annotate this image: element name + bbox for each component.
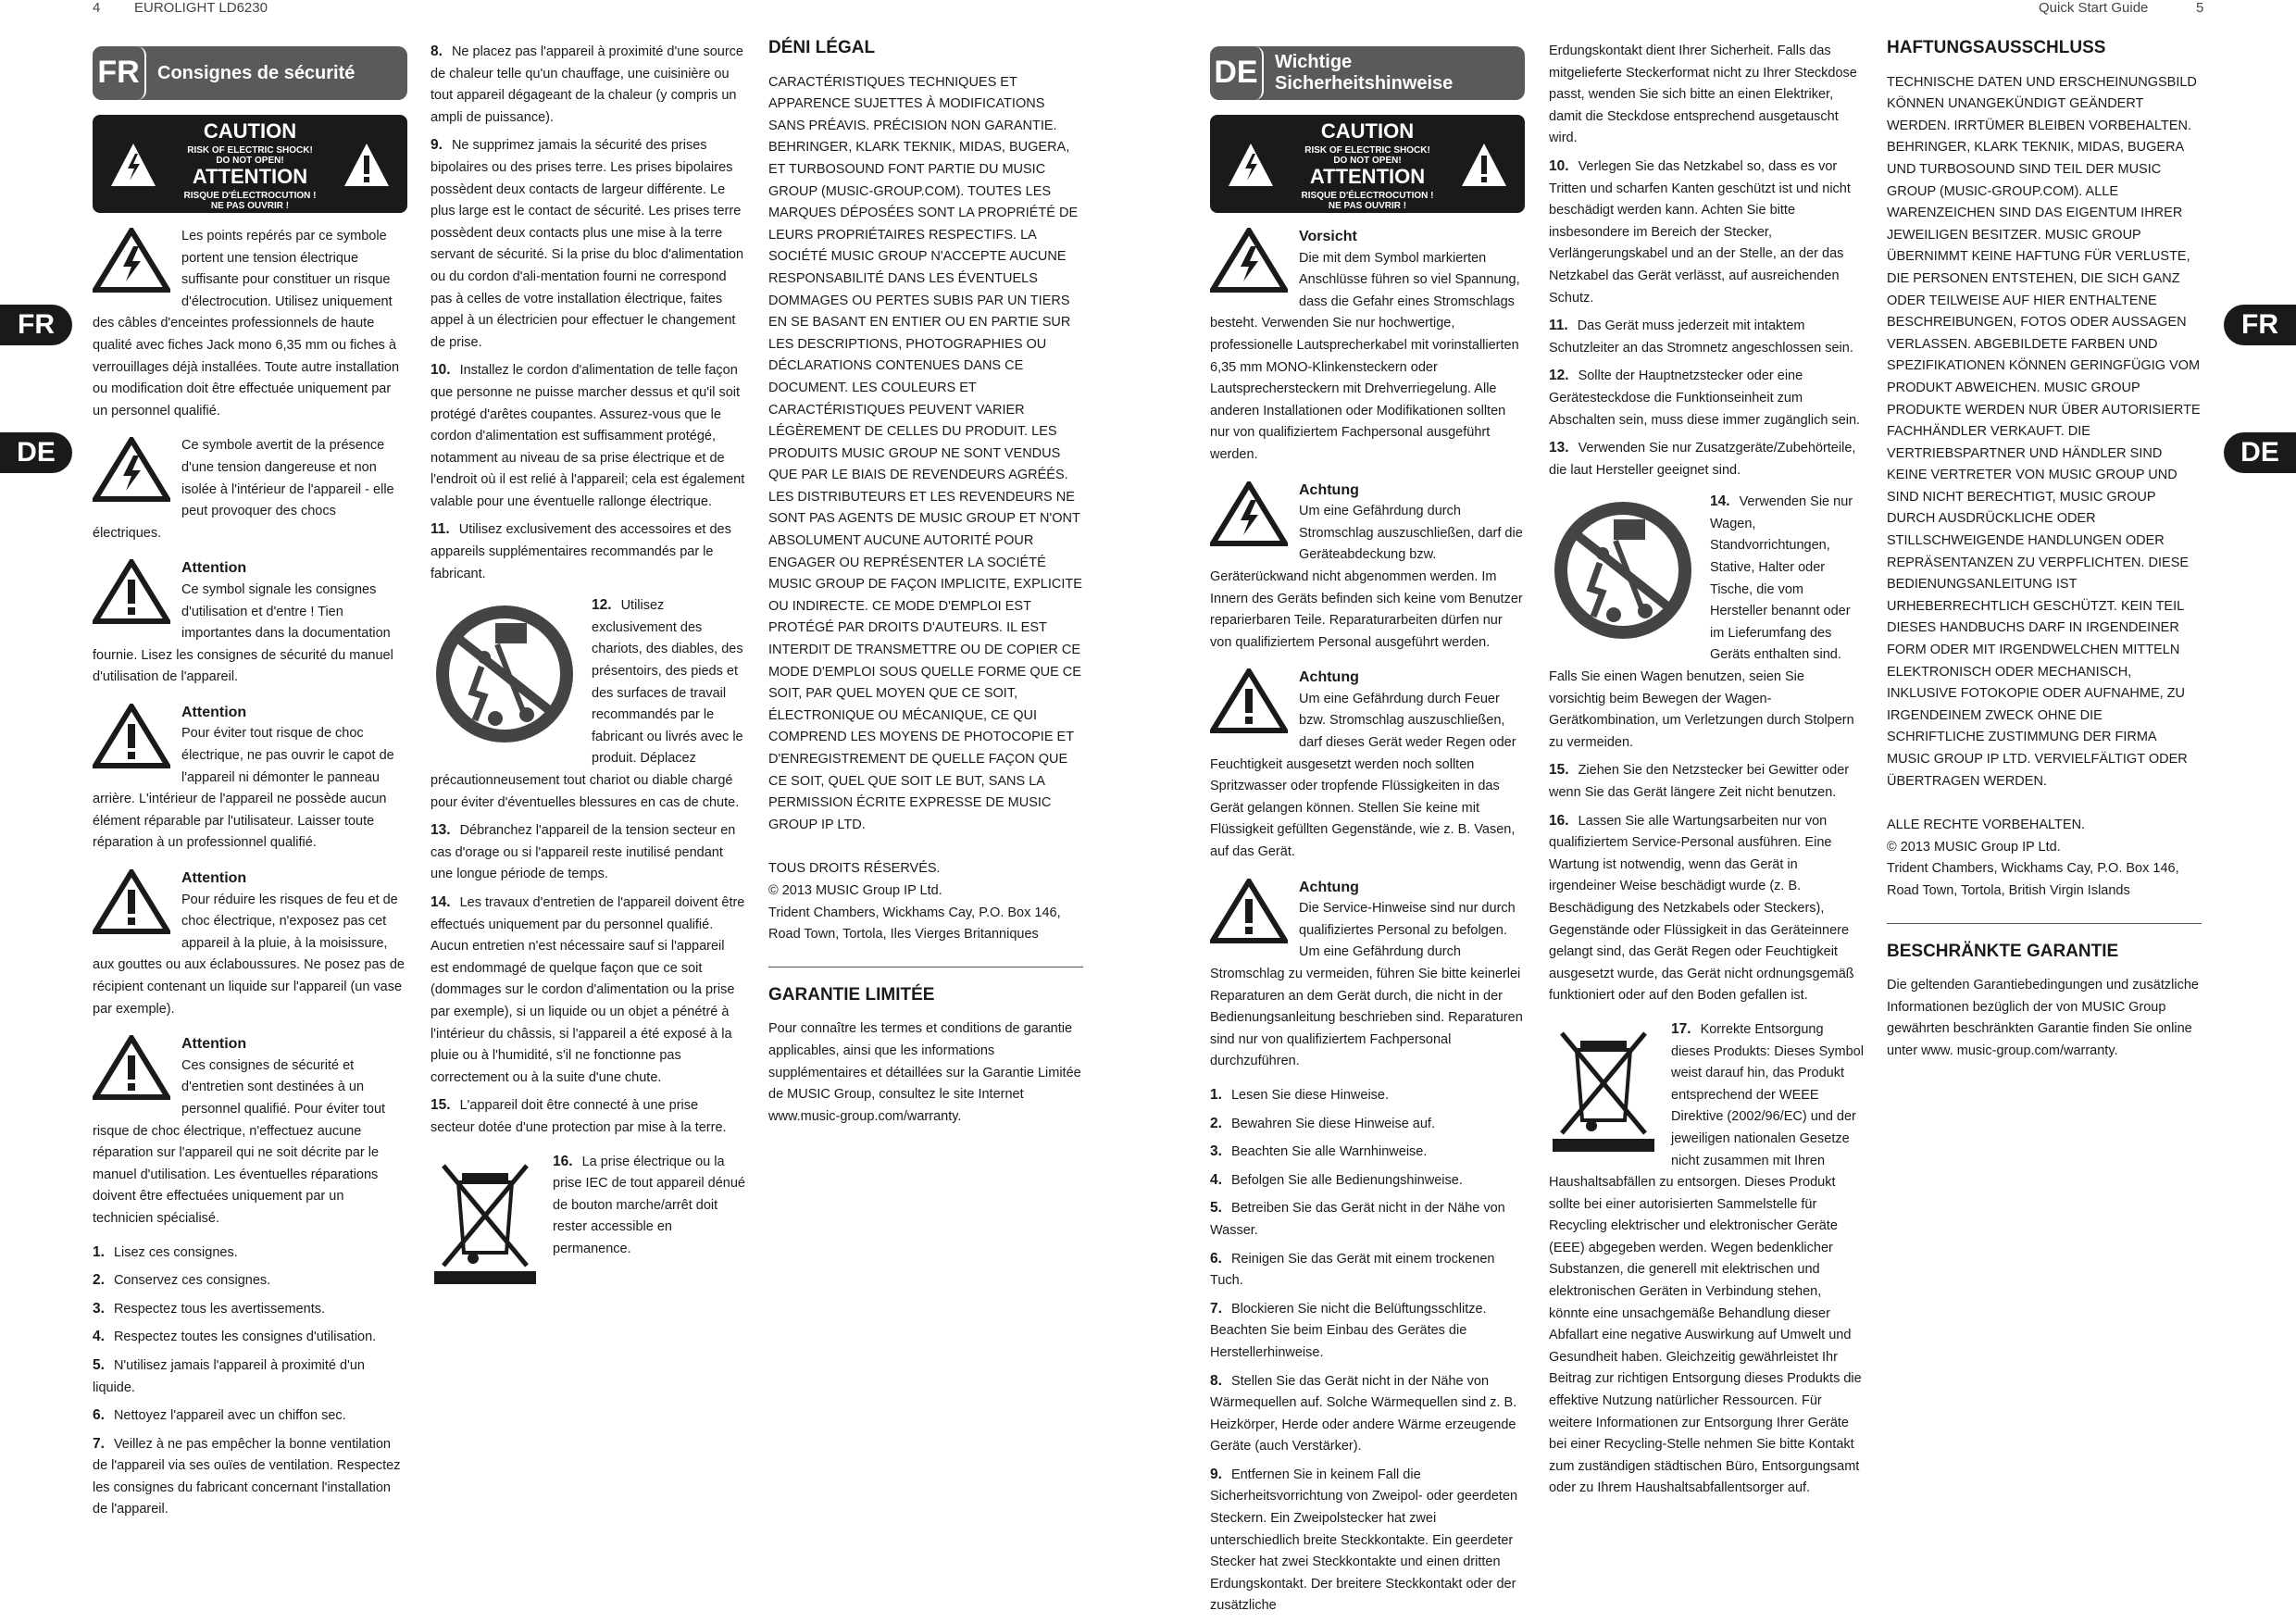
fr-copyright: © 2013 MUSIC Group IP Ltd. [768, 882, 942, 898]
exclamation-warning-icon [93, 559, 170, 624]
list-item: 8. Ne placez pas l'appareil à proximité d'une source de chaleur telle qu'un chauffage, une cuisinière ou tout appareil dégageant de la chaleur (y compris un ampli de puissance). [430, 44, 743, 125]
de-warning-1-title: Vorsicht [1299, 229, 1357, 244]
page-number-left: 4 [93, 0, 101, 16]
fr-warning-3 [93, 557, 407, 689]
fr-column-2 [430, 41, 745, 1292]
de-warning-4-title: Achtung [1299, 879, 1359, 895]
list-item: 15. L'appareil doit être connecté à une prise secteur dotée d'une protection par mise à la terre. [430, 1097, 727, 1135]
de-item-14: 14. Verwenden Sie nur Wagen, Standvorrichtungen, Stative, Halter oder Tische, die vom Hersteller benannt oder im Lieferumfang des Geräts enthalten sind. Falls Sie einen Wagen benutzen, seien Sie vorsichtig beim Bewegen der Wagen-Gerätkombination, um Verletzungen durch Stolpern zu vermeiden. [1549, 493, 1854, 750]
weee-bin-icon [430, 1156, 540, 1286]
fr-warning-2-text: Ce symbole avertit de la présence d'une tension dangereuse et non isolée à l'intérieur de l'appareil - elle peut provoquer des chocs électriques. [93, 438, 394, 541]
list-item: 5. N'utilisez jamais l'appareil à proximité d'un liquide. [93, 1356, 365, 1395]
fr-warning-4-text: Pour éviter tout risque de choc électrique, ne pas ouvrir le capot de l'appareil ni démonter le panneau arrière. L'intérieur de l'appareil ne possède aucun élément réparable par l'utilisateur. Laisser toute réparation à un professionnel qualifié. [93, 726, 394, 851]
cart-warning-icon [1549, 496, 1697, 644]
list-item: 4. Befolgen Sie alle Bedienungshinweise. [1210, 1171, 1463, 1188]
fr-rights: TOUS DROITS RÉSERVÉS. [768, 861, 941, 877]
list-item: 16. Lassen Sie alle Wartungsarbeiten nur von qualifiziertem Service-Personal ausführen. Eine Wartung ist notwendig, wenn das Gerät in irgendeiner Weise beschädigt wurde (z. B. Beschädigung des Netzkabels oder Steckers), Gegenstände oder Flüssigkeit in das Geräteinnere gelangt sind, das Gerät Regen oder Feuchtigkeit ausgesetzt wurde, das Gerät nicht ordnungsgemäß funktioniert oder auf den Boden gefallen ist. [1549, 812, 1854, 1004]
fr-address-1: Trident Chambers, Wickhams Cay, P.O. Box 146, [768, 905, 1061, 920]
divider [1887, 923, 2202, 924]
fr-address-2: Road Town, Tortola, Iles Vierges Britanniques [768, 927, 1039, 943]
fr-warning-2 [93, 435, 407, 544]
caution-title: CAUTION [203, 119, 297, 143]
fr-warning-5-text: Pour réduire les risques de feu et de choc électrique, n'exposez pas cet appareil à la pluie, à la moisissure, aux gouttes ou aux éclaboussures. Ne posez pas de récipient contenant un liquide sur l'appareil (un vase par exemple). [93, 892, 405, 1017]
fr-warning-3-title: Attention [181, 560, 247, 577]
list-item: 4. Respectez toutes les consignes d'utilisation. [93, 1329, 377, 1345]
de-warning-2-title: Achtung [1299, 481, 1359, 498]
fr-item-12-text: Utilisez exclusivement des chariots, des diables, des présentoirs, des pieds et des surfaces de travail recommandés par le fabricant ou livrés avec le produit. Déplacez précautionneusement tout chariot ou diable chargé pour éviter d'éventuelles blessures en cas de chute. [430, 598, 743, 810]
list-item: 15. Ziehen Sie den Netzstecker bei Gewitter oder wenn Sie das Gerät längere Zeit nicht benutzen. [1549, 762, 1850, 800]
side-tab-de-left[interactable]: DE [0, 432, 72, 473]
attention-subtitle: RISQUE D'ÉLECTROCUTION ! NE PAS OUVRIR ! [183, 191, 317, 211]
de-warning-4-text: Die Service-Hinweise sind nur durch qualifiziertes Personal zu befolgen. Um eine Gefährdung durch Stromschlag zu vermeiden, führen Sie bitte keinerlei Reparaturen an dem Gerät durch, die nicht in der Bedienungsanleitung beschrieben sind. Reparaturen sind nur von qualifiziertem Fachpersonal durchzuführen. [1210, 901, 1523, 1069]
de-rights: ALLE RECHTE VORBEHALTEN. [1887, 818, 2086, 833]
side-tab-fr-right[interactable]: FR [2224, 305, 2296, 345]
de-item-14-text: Verwenden Sie nur Wagen, Standvorrichtungen, Stative, Halter oder Tische, die vom Hersteller benannt oder im Lieferumfang des Geräts enthalten sind. Falls Sie einen Wagen benutzen, seien Sie vorsichtig beim Bewegen der Wagen-Gerätkombination, um Verletzungen durch Stolpern zu vermeiden. [1549, 494, 1854, 750]
lightning-warning-icon [1210, 228, 1288, 293]
caution-title: CAUTION [1320, 119, 1415, 143]
list-item: 1. Lesen Sie diese Hinweise. [1210, 1086, 1390, 1103]
de-list-1 [1210, 1084, 1525, 1617]
fr-warning-1 [93, 226, 407, 422]
side-tab-fr-left[interactable]: FR [0, 305, 72, 345]
list-item: 7. Veillez à ne pas empêcher la bonne ventilation de l'appareil via ses ouïes de ventilation. Respectez les consignes du fabricant concernant l'installation de l'appareil. [93, 1435, 401, 1517]
de-column-3 [1887, 37, 2202, 1063]
header-right-title: Quick Start Guide [2039, 0, 2149, 16]
de-warranty-title: BESCHRÄNKTE GARANTIE [1887, 941, 2119, 961]
fr-badge: FR [93, 46, 146, 100]
list-item: 13. Débranchez l'appareil de la tension secteur en cas d'orage ou si l'appareil reste inutilisé pendant une longue période de temps. [430, 822, 736, 882]
list-item: 13. Verwenden Sie nur Zusatzgeräte/Zubehörteile, die laut Hersteller geeignet sind. [1549, 440, 1856, 478]
list-item: 2. Conservez ces consignes. [93, 1272, 271, 1289]
exclamation-warning-icon [1210, 879, 1288, 943]
fr-legal-title: DÉNI LÉGAL [768, 38, 876, 57]
cart-warning-icon [430, 600, 579, 748]
fr-item-16: 16. La prise électrique ou la prise IEC de tout appareil dénué de bouton marche/arrêt doit rester accessible en permanence. [430, 1151, 745, 1261]
exclamation-warning-icon [93, 869, 170, 934]
list-item: 10. Installez le cordon d'alimentation de telle façon que personne ne puisse marcher dessus et qu'il soit protégé d'arêtes coupantes. Assurez-vous que le cordon d'alimentation est suffisamment protégé, notamment au niveau de sa prise électrique et de l'endroit où il est relié à l'appareil; cela est également valable pour une éventuelle rallonge électrique. [430, 362, 745, 509]
exclamation-warning-icon [93, 704, 170, 768]
list-item: 7. Blockieren Sie nicht die Belüftungsschlitze. Beachten Sie beim Einbau des Gerätes die Herstellerhinweise. [1210, 1300, 1487, 1360]
de-warning-3 [1210, 667, 1525, 863]
de-continued-text: Erdungskontakt dient Ihrer Sicherheit. Falls das mitgelieferte Steckerformat nicht zu Ihrer Steckdose passt, wenden Sie sich bitte an einen Elektriker, damit die Steckdose entsprechend ausgetauscht wird. [1549, 44, 1857, 146]
exclamation-warning-icon [1210, 668, 1288, 733]
lightning-warning-icon [93, 437, 170, 502]
de-badge: DE [1210, 46, 1264, 100]
fr-column-3 [768, 37, 1083, 1128]
de-item-17-text: Korrekte Entsorgung dieses Produkts: Dieses Symbol weist darauf hin, das Produkt entsprechend der WEEE Direktive (2002/96/EC) und der jeweiligen nationalen Gesetze nicht zusammen mit Ihren Haushaltsabfällen zu entsorgen. Dieses Produkt sollte bei einer autorisierten Sammelstelle für Recycling elektrischer und elektronischer Geräte (EEE) abgegeben werden. Wegen bedenklicher Substanzen, die generell mit elektrischen und elektronischen Geräten in Verbindung stehen, könnte eine unsachgemäße Behandlung dieser Abfallart eine negative Auswirkung auf Umwelt und Gesundheit haben. Gleichzeitig gewährleistet Ihr Beitrag zur richtigen Entsorgung dieses Produkts die effektive Nutzung natürlicher Ressourcen. Für weitere Informationen zur Entsorgung Ihrer Geräte bei einer Recycling-Stelle nehmen Sie bitte Kontakt zum zuständigen städtischen Büro, Entsorgungsamt oder zu Ihrem Haushaltsabfallentsorger auf. [1549, 1021, 1864, 1496]
page-number-right: 5 [2196, 0, 2204, 16]
list-item: 5. Betreiben Sie das Gerät nicht in der Nähe von Wasser. [1210, 1200, 1505, 1238]
list-item: 8. Stellen Sie das Gerät nicht in der Nähe von Wärmequellen auf. Solche Wärmequellen sind z. B. Heizkörper, Herde oder andere Wärme erzeugende Geräte (auch Verstärker). [1210, 1372, 1517, 1454]
fr-warning-6-title: Attention [181, 1036, 247, 1053]
fr-warning-6 [93, 1033, 407, 1230]
fr-list-1 [93, 1242, 407, 1522]
attention-subtitle: RISQUE D'ÉLECTROCUTION ! NE PAS OUVRIR ! [1301, 191, 1434, 211]
fr-item-16-text: La prise électrique ou la prise IEC de tout appareil dénué de bouton marche/arrêt doit rester accessible en permanence. [553, 1154, 745, 1256]
fr-warning-5-title: Attention [181, 870, 247, 887]
de-caution-label [1210, 115, 1525, 213]
fr-column-1 [93, 46, 407, 1527]
de-address-1: Trident Chambers, Wickhams Cay, P.O. Box 146, [1887, 861, 2179, 877]
de-warning-3-title: Achtung [1299, 669, 1359, 686]
list-item: 6. Nettoyez l'appareil avec un chiffon sec. [93, 1407, 346, 1424]
de-warning-3-text: Um eine Gefährdung durch Feuer bzw. Stromschlag auszuschließen, darf dieses Gerät weder Regen oder Feuchtigkeit ausgesetzt werden noch sollten Spritzwasser oder tropfende Flüssigkeiten in das Gerät gelangen können. Stellen Sie keine mit Flüssigkeit gefüllten Gegenstände, wie z. B. Vasen, auf das Gerät. [1210, 691, 1516, 860]
fr-legal-text: CARACTÉRISTIQUES TECHNIQUES ET APPARENCE SUJETTES À MODIFICATIONS SANS PRÉAVIS. PRÉCISION NON GARANTIE. BEHRINGER, KLARK TEKNIK, MIDAS, BUGERA, ET TURBOSOUND FONT PARTIE DU MUSIC GROUP (MUSIC-GROUP.COM). TOUTES LES MARQUES DÉPOSÉES SONT LA PROPRIÉTÉ DE LEURS PROPRIÉTAIRES RESPECTIFS. LA SOCIÉTÉ MUSIC GROUP N'ACCEPTE AUCUNE RESPONSABILITÉ DANS LES ÉVENTUELS DOMMAGES OU PERTES SUBIS PAR UN TIERS EN SE BASANT EN ENTIER OU EN PARTIE SUR LES DESCRIPTIONS, PHOTOGRAPHIES OU DÉCLARATIONS CONTENUES DANS CE DOCUMENT. LES COULEURS ET CARACTÉRISTIQUES PEUVENT VARIER LÉGÈREMENT DE CELLES DU PRODUIT. LES PRODUITS MUSIC GROUP NE SONT VENDUS QUE PAR LE BIAIS DE REVENDEURS AGRÉÉS. LES DISTRIBUTEURS ET LES REVENDEURS NE SONT PAS AGENTS DE MUSIC GROUP ET N'ONT ABSOLUMENT AUCUNE AUTORITÉ POUR ENGAGER OU REPRÉSENTER LA SOCIÉTÉ MUSIC GROUP DE FAÇON IMPLICITE, EXPLICITE OU INDIRECTE. CE MODE D'EMPLOI EST PROTÉGÉ PAR DROITS D'AUTEURS. IL EST INTERDIT DE TRANSMETTRE OU DE COPIER CE MODE D'EMPLOI SOUS QUELLE FORME QUE CE SOIT, PAR QUEL MOYEN QUE CE SOIT, ÉLECTRONIQUE OU MÉCANIQUE, CE QUI COMPREND LES MOYENS DE PHOTOCOPIE ET D'ENREGISTREMENT DE QUELLE FAÇON QUE CE SOIT, QUEL QUE SOIT LE BUT, SANS LA PERMISSION ÉCRITE EXPRESSE DE MUSIC GROUP IP LTD. [768, 74, 1082, 832]
de-warning-4 [1210, 877, 1525, 1073]
fr-warning-4-title: Attention [181, 704, 247, 720]
de-section-title: Wichtige Sicherheitshinweise [1275, 52, 1454, 94]
fr-warning-1-text: Les points repérés par ce symbole portent une tension électrique suffisante pour constituer un risque d'électrocution. Utilisez uniquement des câbles d'enceintes professionnels de haute qualité avec fiches Jack mono 6,35 mm ou fiches à verrouillages déjà installées. Toute autre installation ou modification doit être effectuée uniquement par un personnel qualifié. [93, 229, 400, 418]
caution-subtitle: RISK OF ELECTRIC SHOCK! DO NOT OPEN! [187, 145, 313, 166]
de-warning-2-text: Um eine Gefährdung durch Stromschlag auszuschließen, darf die Geräteabdeckung bzw. Geräterückwand nicht abgenommen werden. Im Innern des Geräts befinden sich keine vom Benutzer reparierbaren Teile. Reparaturarbeiten dürfen nur von qualifiziertem Personal ausgeführt werden. [1210, 504, 1523, 650]
fr-warning-3-text: Ce symbol signale les consignes d'utilisation et d'entre ! Tien importantes dans la documentation fournie. Lisez les consignes de sécurité du manuel d'utilisation de l'appareil. [93, 581, 393, 685]
fr-warranty-text: Pour connaître les termes et conditions de garantie applicables, ainsi que les informations supplémentaires et détaillées sur la Garantie Limitée de MUSIC Group, consultez le site Internet www.music-group.com/warranty. [768, 1021, 1081, 1124]
lightning-warning-icon [93, 228, 170, 293]
divider [768, 967, 1083, 968]
list-item: 6. Reinigen Sie das Gerät mit einem trockenen Tuch. [1210, 1250, 1495, 1289]
side-tab-de-right[interactable]: DE [2224, 432, 2296, 473]
list-item: 10. Verlegen Sie das Netzkabel so, dass es vor Tritten und scharfen Kanten geschützt ist und nicht beschädigt werden kann. Achten Sie bitte insbesondere im Bereich der Stecker, Verlängerungskabel und an der Stelle, an der das Netzkabel das Gerät verlässt, auf ausreichenden Schutz. [1549, 157, 1851, 306]
de-column-2 [1549, 41, 1864, 1500]
list-item: 12. Sollte der Hauptnetzstecker oder eine Gerätesteckdose die Funktionseinheit zum Abschalten sein, muss diese immer zugänglich sein. [1549, 368, 1861, 428]
list-item: 14. Les travaux d'entretien de l'appareil doivent être effectués uniquement par du personnel qualifié. Aucun entretien n'est nécessaire sauf si l'appareil est endommagé de quelque façon que ce soit (dommages sur le cordon d'alimentation ou la prise par exemple), si un liquide ou un objet a pénétré à l'intérieur du châssis, si l'appareil a été exposé à la pluie ou à l'humidité, s'il ne fonctionne pas correctement ou à la suite d'une chute. [430, 893, 745, 1085]
exclamation-warning-icon [93, 1035, 170, 1100]
de-legal-text: TECHNISCHE DATEN UND ERSCHEINUNGSBILD KÖNNEN UNANGEKÜNDIGT GEÄNDERT WERDEN. IRRTÜMER BLEIBEN VORBEHALTEN. BEHRINGER, KLARK TEKNIK, MIDAS, BUGERA UND TURBOSOUND SIND TEIL DER MUSIC GROUP (MUSIC-GROUP.COM). ALLE WARENZEICHEN SIND DAS EIGENTUM IHRER JEWEILIGEN BESITZER. MUSIC GROUP ÜBERNIMMT KEINE HAFTUNG FÜR VERLUSTE, DIE PERSONEN ENTSTEHEN, DIE SICH GANZ ODER TEILWEISE AUF HIER ENTHALTENE BESCHREIBUNGEN, FOTOS ODER AUSSAGEN VERLASSEN. ABGEBILDETE FARBEN UND SPEZIFIKATIONEN KÖNNEN GERINGFÜGIG VOM PRODUKT ABWEICHEN. MUSIC GROUP PRODUKTE WERDEN NUR ÜBER AUTORISIERTE FACHHÄNDLER VERKAUFT. DIE VERTRIEBSPARTNER UND HÄNDLER SIND KEINE VERTRETER VON MUSIC GROUP UND SIND NICHT BERECHTIGT, MUSIC GROUP DURCH AUSDRÜCKLICHE ODER STILLSCHWEIGENDE HANDLUNGEN ODER REPRÄSENTANZEN ZU VERPFLICHTEN. DIESE BEDIENUNGSANLEITUNG IST URHEBERRECHTLICH GESCHÜTZT. KEIN TEIL DIESES HANDBUCHS DARF IN IRGENDEINER FORM ODER MIT IRGENDWELCHEN MITTELN ELEKTRONISCH ODER MECHANISCH, INKLUSIVE FOTOKOPIE ODER AUFNAHME, ZU IRGENDEINEM ZWECK OHNE DIE SCHRIFTLICHE ZUSTIMMUNG DER FIRMA MUSIC GROUP IP LTD. VERVIELFÄLTIGT ODER ÜBERTRAGEN WERDEN. [1887, 74, 2201, 789]
fr-item-12: 12. Utilisez exclusivement des chariots, des diables, des présentoirs, des pieds et des surfaces de travail recommandés par le fabricant ou livrés avec le produit. Déplacez précautionneusement tout chariot ou diable chargé pour éviter d'éventuelles blessures en cas de chute. [430, 597, 743, 810]
fr-warranty-title: GARANTIE LIMITÉE [768, 984, 935, 1005]
de-legal-title: HAFTUNGSAUSSCHLUSS [1887, 38, 2106, 57]
list-item: 11. Das Gerät muss jederzeit mit intaktem Schutzleiter an das Stromnetz angeschlossen sein. [1549, 318, 1853, 356]
list-item: 9. Ne supprimez jamais la sécurité des prises bipolaires ou des prises terre. Les prises bipolaires possèdent deux contacts de largeur différente. Le plus large est le contact de sécurité. Les prises terre possèdent deux contacts plus une mise à la terre servant de sécurité. Si la prise du bloc d'alimentation ou du cordon d'ali-mentation fourni ne correspond pas à celles de votre installation électrique, faites appel à un électricien pour effectuer le changement de prise. [430, 137, 744, 350]
list-item: 11. Utilisez exclusivement des accessoires et des appareils supplémentaires recommandés par le fabricant. [430, 521, 731, 581]
de-column-1 [1210, 46, 1525, 1623]
caution-subtitle: RISK OF ELECTRIC SHOCK! DO NOT OPEN! [1304, 145, 1430, 166]
de-warning-2 [1210, 480, 1525, 655]
de-item-17: 17. Korrekte Entsorgung dieses Produkts: Dieses Symbol weist darauf hin, das Produkt entsprechend der WEEE Direktive (2002/96/EC) und der jeweiligen nationalen Gesetze nicht zusammen mit Ihren Haushaltsabfällen zu entsorgen. Dieses Produkt sollte bei einer autorisierten Sammelstelle für Recycling elektrischer und elektronischer Geräte (EEE) abgegeben werden. Wegen bedenklicher Substanzen, die generell mit elektrischen und elektronischen Geräten in Verbindung stehen, könnte eine unsachgemäße Behandlung dieser Abfallart eine negative Auswirkung auf Umwelt und Gesundheit haben. Gleichzeitig gewährleistet Ihr Beitrag zur richtigen Entsorgung dieses Produkts die effektive Nutzung natürlicher Ressourcen. Für weitere Informationen zur Entsorgung Ihrer Geräte bei einer Recycling-Stelle nehmen Sie bitte Kontakt zum zuständigen städtischen Büro, Entsorgungsamt oder zu Ihrem Haushaltsabfallentsorger auf. [1549, 1020, 1864, 1496]
list-item: 9. Entfernen Sie in keinem Fall die Sicherheitsvorrichtung von Zweipol- oder geerdeten Steckern. Ein Zweipolstecker hat zwei unterschiedlich breite Steckkontakte. Ein geerdeter Stecker hat zwei Steckkontakte und einen dritten Erdungskontakt. Der breitere Steckkontakt oder der zusätzliche [1210, 1466, 1518, 1614]
list-item: 3. Beachten Sie alle Warnhinweise. [1210, 1143, 1428, 1160]
de-warning-1-text: Die mit dem Symbol markierten Anschlüsse führen so viel Spannung, dass die Gefahr eines Stromschlags besteht. Verwenden Sie nur hochwertige, professionelle Lautsprecherkabel mit vorinstallierten 6,35 mm MONO-Klinkensteckern oder Lautsprechersteckern mit Drehverriegelung. Alle anderen Installationen oder Modifikationen sollten nur von qualifiziertem Fachpersonal ausgeführt werden. [1210, 250, 1520, 462]
de-warranty-text: Die geltenden Garantiebedingungen und zusätzliche Informationen bezüglich der von MUSIC Group gewährten beschränkten Garantie finden Sie online unter www. music-group.com/warranty. [1887, 978, 2199, 1058]
fr-section-header [93, 46, 407, 100]
list-item: 3. Respectez tous les avertissements. [93, 1300, 326, 1317]
fr-warning-4 [93, 702, 407, 855]
de-copyright: © 2013 MUSIC Group IP Ltd. [1887, 839, 2061, 855]
attention-title: ATTENTION [192, 165, 308, 188]
weee-bin-icon [1549, 1024, 1658, 1154]
fr-warning-6-text: Ces consignes de sécurité et d'entretien sont destinées à un personnel qualifié. Pour éviter tout risque de choc électrique, n'effectuez aucune réparation sur l'appareil qui ne soit décrite par le manuel d'utilisation. Les éventuelles réparations doivent être effectuées uniquement par un technicien spécialisé. [93, 1057, 386, 1226]
fr-warning-5 [93, 868, 407, 1020]
list-item: 2. Bewahren Sie diese Hinweise auf. [1210, 1115, 1435, 1131]
attention-title: ATTENTION [1309, 165, 1426, 188]
fr-section-title: Consignes de sécurité [157, 62, 356, 83]
list-item: 1. Lisez ces consignes. [93, 1243, 238, 1260]
de-warning-1 [1210, 226, 1525, 467]
de-section-header [1210, 46, 1525, 100]
lightning-warning-icon [1210, 481, 1288, 546]
fr-caution-label [93, 115, 407, 213]
header-left-title: EUROLIGHT LD6230 [134, 0, 268, 16]
de-address-2: Road Town, Tortola, British Virgin Islands [1887, 882, 2130, 898]
